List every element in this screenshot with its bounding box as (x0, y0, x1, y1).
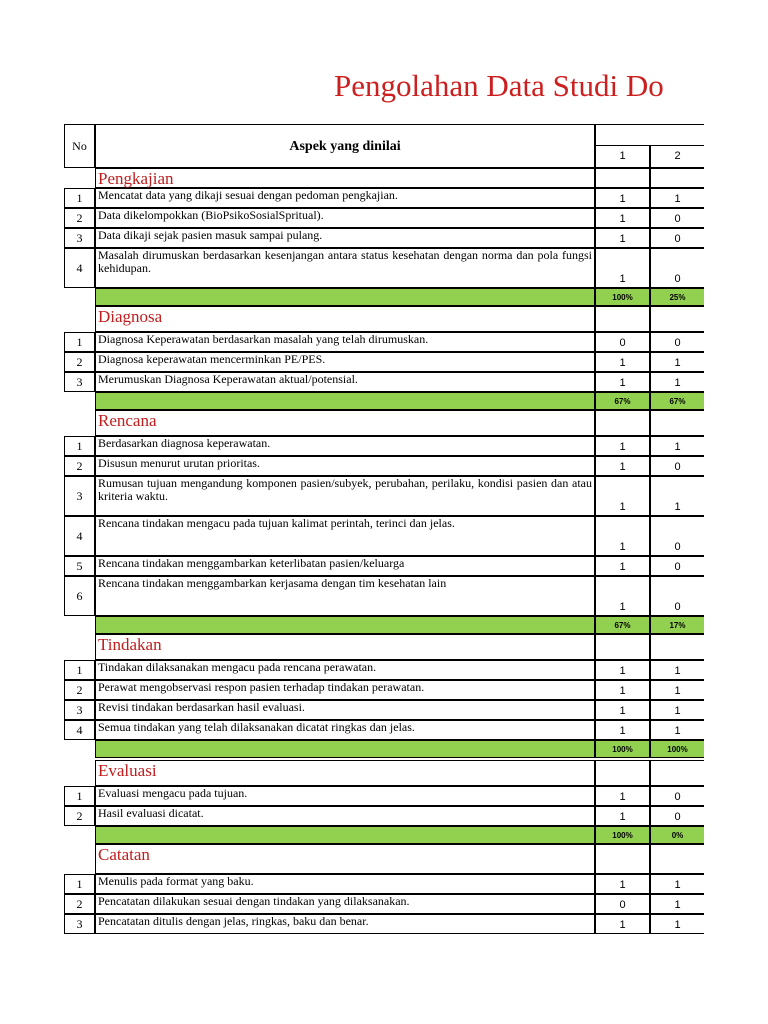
section-cell-1 (595, 760, 650, 786)
row-value-2: 0 (650, 556, 704, 576)
table-row (64, 786, 704, 806)
table-row (64, 894, 704, 914)
row-text: Data dikaji sejak pasien masuk sampai pulang. (95, 228, 595, 248)
row-value-2: 0 (650, 228, 704, 248)
table-row (64, 248, 704, 288)
percent-row-pengkajian (64, 288, 704, 306)
percent-row-tindakan (64, 740, 704, 758)
row-value-1: 1 (595, 576, 650, 616)
table-row (64, 476, 704, 516)
row-value-2: 1 (650, 660, 704, 680)
table-row (64, 874, 704, 894)
section-title: Rencana (95, 410, 595, 436)
row-number: 2 (64, 456, 95, 476)
row-value-1: 1 (595, 476, 650, 516)
row-number: 3 (64, 228, 95, 248)
header-group-blank-2 (650, 124, 704, 146)
section-cell-1 (595, 634, 650, 660)
row-number: 2 (64, 208, 95, 228)
row-number: 1 (64, 188, 95, 208)
row-value-1: 1 (595, 372, 650, 392)
row-value-2: 0 (650, 456, 704, 476)
table-row (64, 436, 704, 456)
section-cell-2 (650, 634, 704, 660)
section-row-evaluasi (64, 760, 704, 786)
row-number: 2 (64, 352, 95, 372)
row-number: 2 (64, 680, 95, 700)
section-cell-1 (595, 168, 650, 188)
percent-bar (95, 616, 595, 634)
table-row (64, 188, 704, 208)
row-number: 4 (64, 516, 95, 556)
section-cell-2 (650, 760, 704, 786)
section-row-tindakan (64, 634, 704, 660)
percent-bar (95, 288, 595, 306)
row-text: Rencana tindakan menggambarkan kerjasama dengan tim kesehatan lain (95, 576, 595, 616)
row-value-2: 0 (650, 786, 704, 806)
page-title: Pengolahan Data Studi Do (334, 68, 664, 103)
row-text: Diagnosa Keperawatan berdasarkan masalah yang telah dirumuskan. (95, 332, 595, 352)
row-value-1: 1 (595, 516, 650, 556)
percent-value-1: 67% (595, 392, 650, 410)
table-row (64, 228, 704, 248)
percent-value-2: 0% (650, 826, 704, 844)
percent-value-2: 17% (650, 616, 704, 634)
assessment-table (64, 124, 704, 934)
row-value-1: 1 (595, 700, 650, 720)
percent-value-1: 100% (595, 740, 650, 758)
table-row (64, 576, 704, 616)
row-text: Masalah dirumuskan berdasarkan kesenjangan antara status kesehatan dengan norma dan pola fungsi kehidupan. (95, 248, 595, 288)
row-value-2: 1 (650, 436, 704, 456)
row-value-2: 1 (650, 352, 704, 372)
row-number: 6 (64, 576, 95, 616)
row-text: Menulis pada format yang baku. (95, 874, 595, 894)
section-cell-1 (595, 410, 650, 436)
row-value-1: 1 (595, 660, 650, 680)
table-row (64, 352, 704, 372)
percent-value-2: 100% (650, 740, 704, 758)
table-row (64, 914, 704, 934)
row-number: 3 (64, 914, 95, 934)
row-number: 2 (64, 894, 95, 914)
row-text: Mencatat data yang dikaji sesuai dengan pedoman pengkajian. (95, 188, 595, 208)
row-value-2: 1 (650, 700, 704, 720)
row-text: Evaluasi mengacu pada tujuan. (95, 786, 595, 806)
table-row (64, 372, 704, 392)
section-cell-2 (650, 306, 704, 332)
section-row-rencana (64, 410, 704, 436)
table-row (64, 456, 704, 476)
row-text: Rumusan tujuan mengandung komponen pasien/subyek, perubahan, perilaku, kondisi pasien dan atau kriteria waktu. (95, 476, 595, 516)
row-number: 1 (64, 786, 95, 806)
row-number: 4 (64, 248, 95, 288)
percent-row-rencana (64, 616, 704, 634)
table-row (64, 720, 704, 740)
row-number: 4 (64, 720, 95, 740)
row-value-1: 1 (595, 680, 650, 700)
row-value-1: 1 (595, 248, 650, 288)
row-value-2: 1 (650, 372, 704, 392)
row-text: Rencana tindakan menggambarkan keterlibatan pasien/keluarga (95, 556, 595, 576)
row-value-2: 0 (650, 248, 704, 288)
section-cell-2 (650, 410, 704, 436)
row-number: 1 (64, 332, 95, 352)
row-value-2: 1 (650, 680, 704, 700)
row-number: 3 (64, 372, 95, 392)
row-value-1: 0 (595, 894, 650, 914)
table-header (64, 124, 704, 168)
row-value-2: 0 (650, 332, 704, 352)
row-value-1: 1 (595, 228, 650, 248)
header-no: No (64, 124, 95, 168)
row-text: Disusun menurut urutan prioritas. (95, 456, 595, 476)
row-text: Semua tindakan yang telah dilaksanakan dicatat ringkas dan jelas. (95, 720, 595, 740)
table-row (64, 556, 704, 576)
row-number: 5 (64, 556, 95, 576)
row-value-2: 1 (650, 874, 704, 894)
row-number: 1 (64, 660, 95, 680)
row-number: 3 (64, 700, 95, 720)
percent-bar (95, 740, 595, 758)
section-cell-1 (595, 306, 650, 332)
section-row-diagnosa (64, 306, 704, 332)
table-row (64, 208, 704, 228)
row-text: Pencatatan ditulis dengan jelas, ringkas, baku dan benar. (95, 914, 595, 934)
row-value-1: 1 (595, 456, 650, 476)
row-value-1: 1 (595, 436, 650, 456)
row-value-1: 1 (595, 188, 650, 208)
row-number: 2 (64, 806, 95, 826)
header-col-1: 1 (595, 145, 650, 168)
row-value-1: 1 (595, 914, 650, 934)
percent-value-1: 100% (595, 826, 650, 844)
row-text: Berdasarkan diagnosa keperawatan. (95, 436, 595, 456)
section-row-pengkajian (64, 168, 704, 188)
section-cell-1 (595, 844, 650, 874)
row-text: Data dikelompokkan (BioPsikoSosialSpritual). (95, 208, 595, 228)
header-col-2: 2 (650, 145, 704, 168)
percent-bar (95, 826, 595, 844)
row-value-1: 0 (595, 332, 650, 352)
row-value-2: 0 (650, 208, 704, 228)
row-value-2: 0 (650, 806, 704, 826)
table-row (64, 806, 704, 826)
row-text: Diagnosa keperawatan mencerminkan PE/PES. (95, 352, 595, 372)
percent-bar (95, 392, 595, 410)
section-row-catatan (64, 844, 704, 874)
row-text: Tindakan dilaksanakan mengacu pada rencana perawatan. (95, 660, 595, 680)
percent-value-2: 67% (650, 392, 704, 410)
header-group-blank (595, 124, 650, 146)
row-value-1: 1 (595, 806, 650, 826)
section-title: Diagnosa (95, 306, 595, 332)
section-title: Tindakan (95, 634, 595, 660)
table-row (64, 680, 704, 700)
row-value-2: 1 (650, 894, 704, 914)
row-value-2: 0 (650, 576, 704, 616)
percent-row-diagnosa (64, 392, 704, 410)
row-text: Perawat mengobservasi respon pasien terhadap tindakan perawatan. (95, 680, 595, 700)
table-row (64, 332, 704, 352)
row-text: Pencatatan dilakukan sesuai dengan tindakan yang dilaksanakan. (95, 894, 595, 914)
percent-value-1: 67% (595, 616, 650, 634)
section-cell-2 (650, 168, 704, 188)
row-text: Revisi tindakan berdasarkan hasil evaluasi. (95, 700, 595, 720)
row-value-1: 1 (595, 874, 650, 894)
table-row (64, 660, 704, 680)
row-value-2: 1 (650, 188, 704, 208)
row-value-2: 0 (650, 516, 704, 556)
table-row (64, 516, 704, 556)
row-value-1: 1 (595, 352, 650, 372)
section-title: Catatan (95, 844, 595, 874)
section-title: Pengkajian (95, 168, 595, 188)
row-number: 1 (64, 874, 95, 894)
row-value-1: 1 (595, 786, 650, 806)
row-value-2: 1 (650, 914, 704, 934)
table-row (64, 700, 704, 720)
row-text: Hasil evaluasi dicatat. (95, 806, 595, 826)
percent-value-2: 25% (650, 288, 704, 306)
header-aspek: Aspek yang dinilai (95, 124, 595, 168)
row-text: Merumuskan Diagnosa Keperawatan aktual/potensial. (95, 372, 595, 392)
section-title: Evaluasi (95, 760, 595, 786)
row-value-2: 1 (650, 476, 704, 516)
section-cell-2 (650, 844, 704, 874)
row-value-2: 1 (650, 720, 704, 740)
row-text: Rencana tindakan mengacu pada tujuan kalimat perintah, terinci dan jelas. (95, 516, 595, 556)
row-value-1: 1 (595, 720, 650, 740)
percent-value-1: 100% (595, 288, 650, 306)
row-number: 3 (64, 476, 95, 516)
row-number: 1 (64, 436, 95, 456)
row-value-1: 1 (595, 556, 650, 576)
percent-row-evaluasi (64, 826, 704, 844)
row-value-1: 1 (595, 208, 650, 228)
